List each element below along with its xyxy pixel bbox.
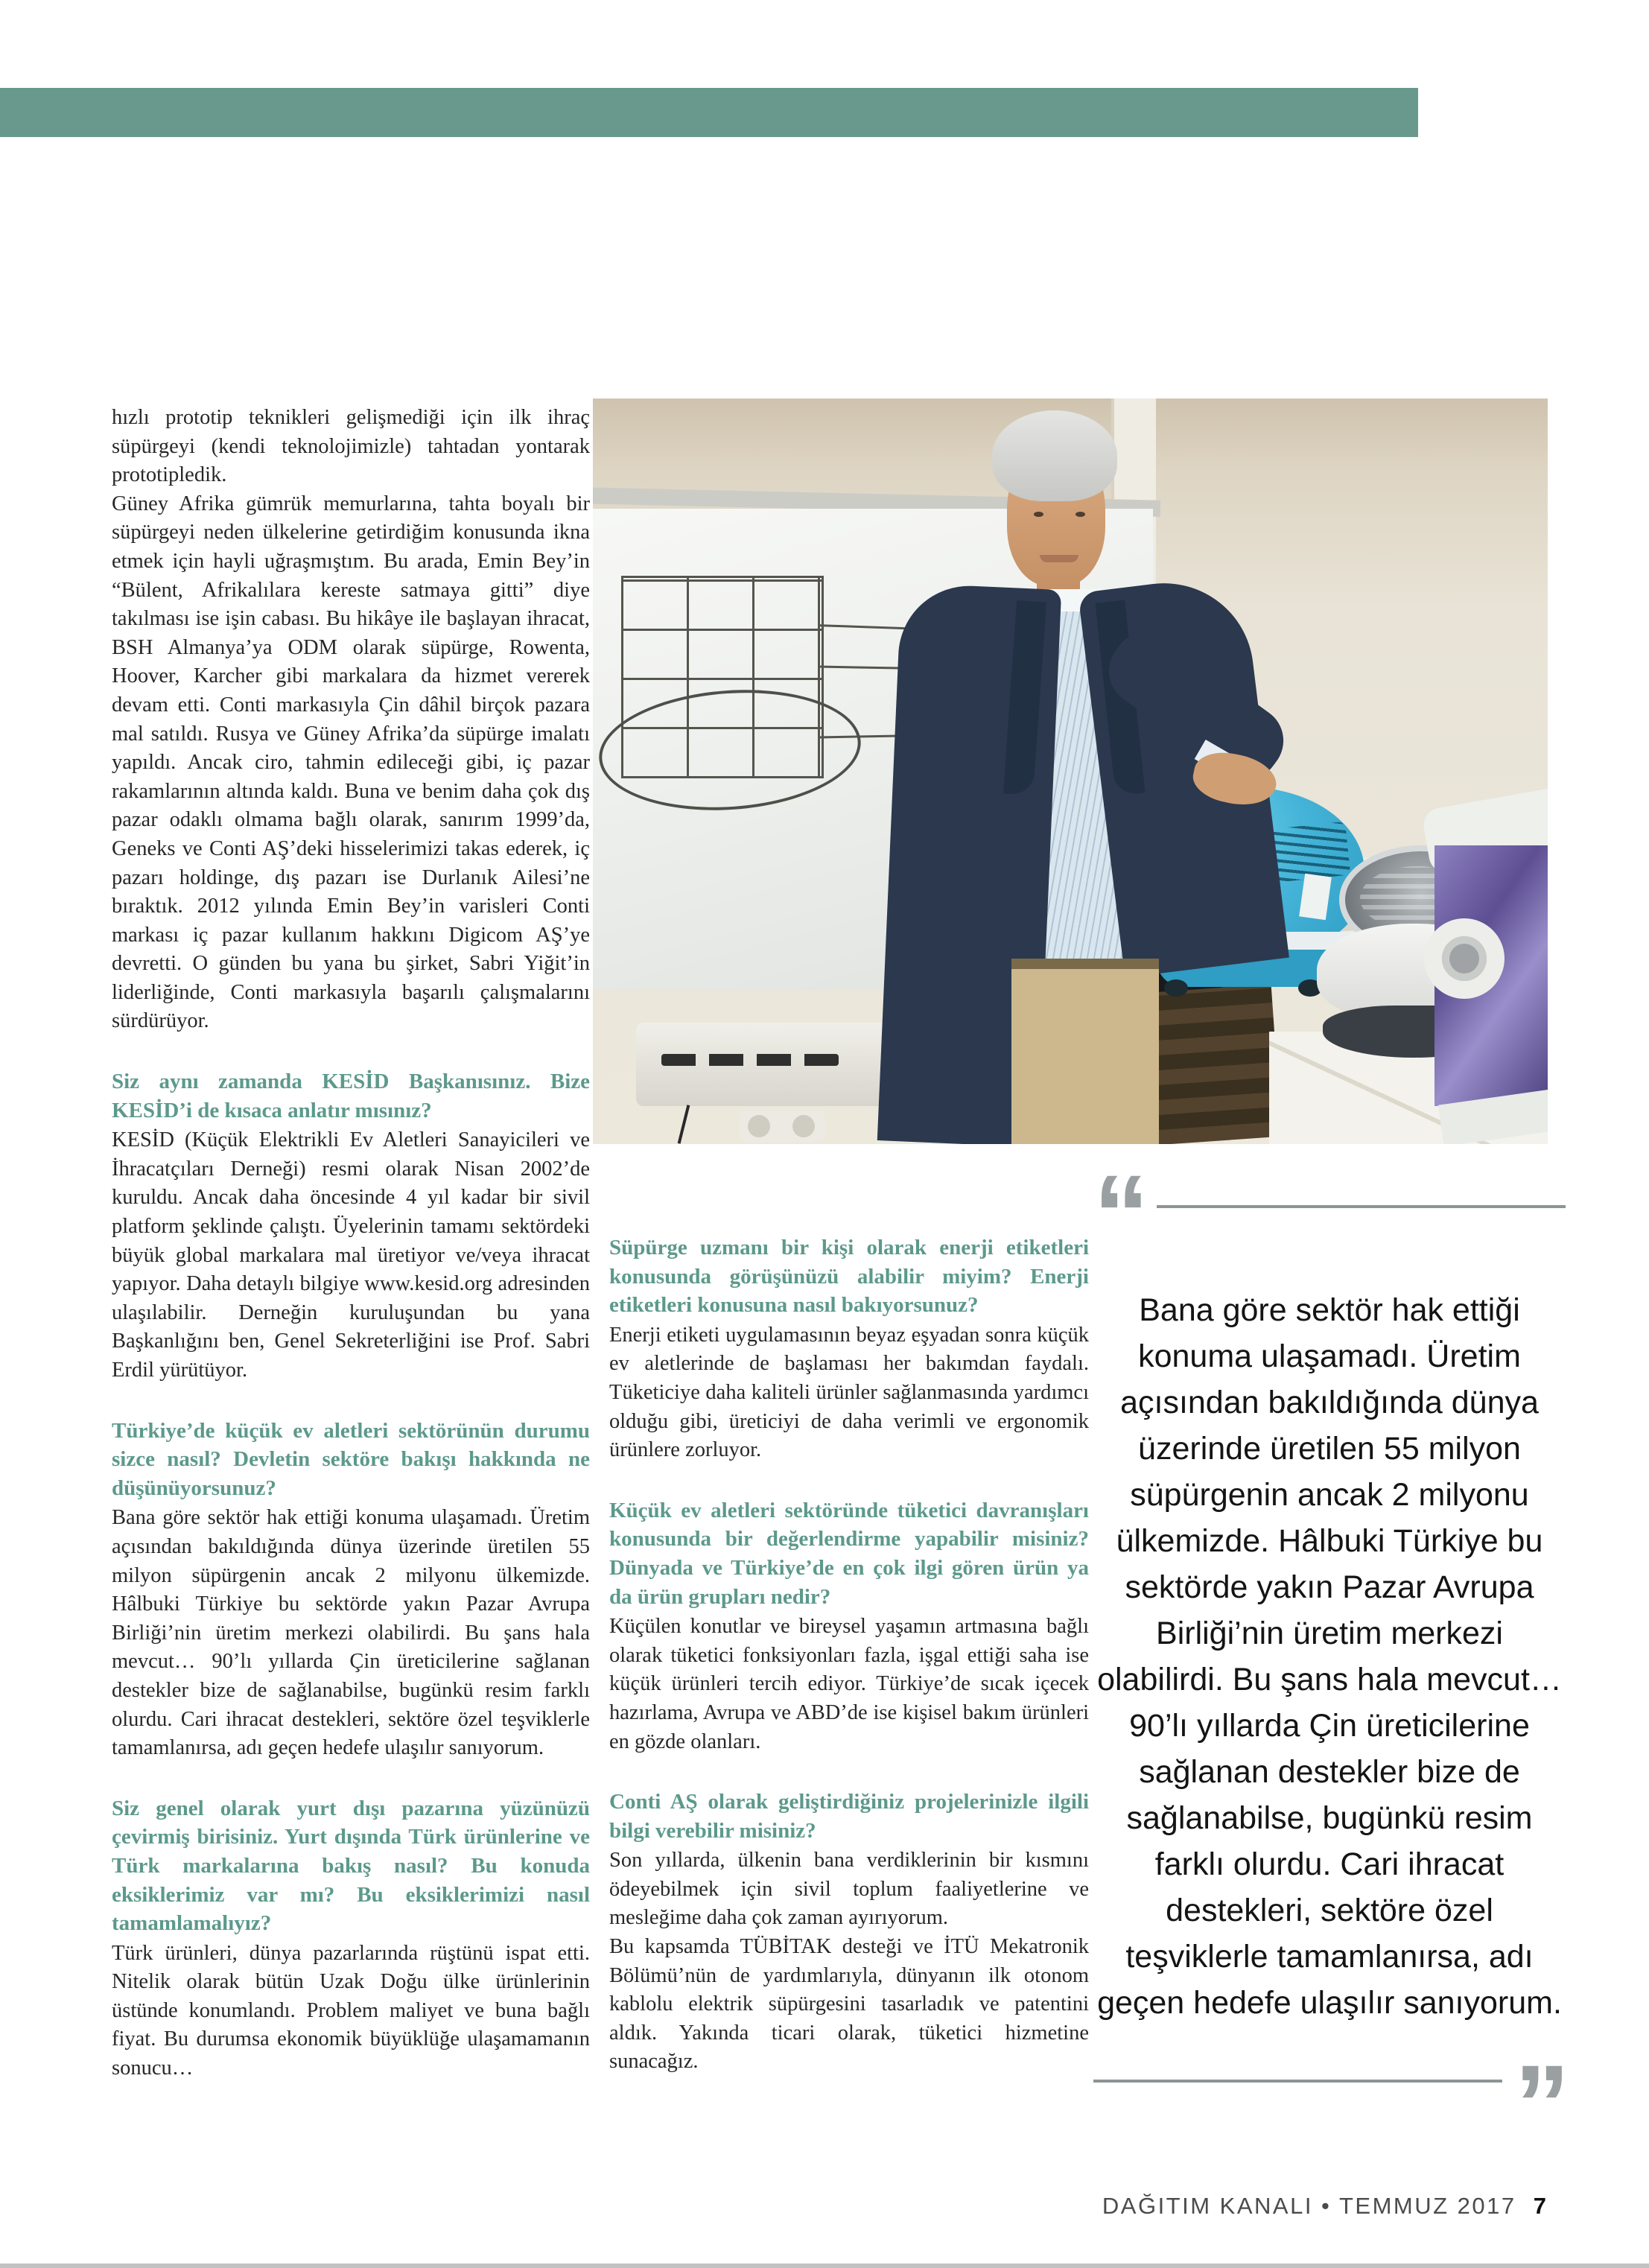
interview-photo <box>593 398 1548 1144</box>
question-heading: Türkiye’de küçük ev aletleri sektörünün durumu sizce nasıl? Devletin sektöre bakışı hakkında ne düşünüyorsunuz? <box>112 1418 590 1500</box>
pull-quote <box>1093 1152 1566 2167</box>
purple-vacuum-port <box>1442 936 1487 981</box>
pull-quote-text: Bana göre sektör hak ettiği konuma ulaşamadı. Üretim açısından bakıldığında dünya üzerinde üretilen 55 milyon süpürgenin ancak 2 milyonu ülkemizde. Hâlbuki Türkiye bu sektörde yakın Pazar Avrupa Birliği’nin üretim merkezi olabilirdi. Bu şans hala mevcut… 90’lı yıllarda Çin üreticilerine sağlanan destekler bize de sağlanabilse, bugünkü resim farklı olurdu. Cari ihracat destekleri, sektöre özel teşviklerle tamamlanırsa, adı geçen hedefe ulaşılır sanıyorum. <box>1097 1292 1562 2021</box>
top-accent-bar <box>0 88 1418 137</box>
paragraph: Bana göre sektör hak ettiği konuma ulaşamadı. Üretim açısından bakıldığında dünya üzerinde üretilen 55 milyon süpürgenin ancak 2 milyonu ülkemizde. Hâlbuki Türkiye bu sektörde yakın Pazar Avrupa Birliği’nin üretim merkezi olabilirdi. Bu şans hala mevcut… 90’lı yıllarda Çin üreticilerine sağlanan destekler bize de sağlanabilse, bugünkü resim farklı olurdu. Cari ihracat destekleri, sektöre özel teşviklerle tamamlanırsa, adı geçen hedefe ulaşılır sanıyorum. <box>112 1506 590 1760</box>
man-eye <box>1034 512 1043 517</box>
man-eye <box>1075 512 1085 517</box>
khaki-trousers <box>1011 969 1159 1144</box>
page-number: 7 <box>1533 2193 1546 2219</box>
paragraph: Türk ürünleri, dünya pazarlarında rüştünü ispat etti. Nitelik olarak bütün Uzak Doğu ülke ürünlerinin üstünde konumlandı. Problem maliyet ve buna bağlı fiyat. Bu durumsa ekonomik büyüklüğe ulaşamamanın sonucu… <box>112 1941 590 2080</box>
rule-line <box>1157 1205 1566 1208</box>
footer-text: DAĞITIM KANALI • TEMMUZ 2017 <box>1102 2193 1516 2219</box>
vacuum-wheel <box>1164 979 1188 997</box>
question-heading: Siz aynı zamanda KESİD Başkanısınız. Bize KESİD’i de kısaca anlatır mısınız? <box>112 1070 590 1122</box>
socket-outlet <box>792 1115 815 1137</box>
man-smile <box>1040 555 1078 562</box>
man-grey-hair <box>992 410 1117 501</box>
pull-quote-top-rule <box>1093 1152 1566 1277</box>
paragraph: Son yıllarda, ülkenin bana verdiklerinin bir kısmını ödeyebilmek için sivil toplum faaliyetlerine ve mesleğime daha çok zaman ayırıyorum. <box>609 1849 1089 1930</box>
question-heading: Siz genel olarak yurt dışı pazarına yüzünüzü çevirmiş birisiniz. Yurt dışında Türk ürünlerine ve Türk markalarına bakış nasıl? Bu konuda eksiklerimiz var mı? Bu eksiklerimizi nasıl tamamlamalıyız? <box>112 1796 590 1936</box>
page-bottom-edge <box>0 2264 1649 2268</box>
rule-line <box>1093 2080 1502 2083</box>
paragraph: Enerji etiketi uygulamasının beyaz eşyadan sonra küçük ev aletlerinde de başlaması her bakımdan faydalı. Tüketiciye daha kaliteli ürünler sağlanmasında yardımcı olduğu gibi, üreticiyi de daha verimli ve ergonomik ürünlere zorluyor. <box>609 1323 1089 1462</box>
paragraph: Güney Afrika gümrük memurlarına, tahta boyalı bir süpürgeyi neden ülkelerine getirdiğim konusunda ikna etmek için hayli uğraşmıştım. Bu arada, Emin Bey’in “Bülent, Afrikalılara kereste satmaya gitti” diye takılması ise işin cabası. Bu hikâye ile başlayan ihracat, BSH Almanya’ya ODM olarak süpürge, Rowenta, Hoover, Karcher gibi markalara da hizmet vererek devam etti. Conti markasıyla Çin dâhil birçok pazara mal satıldı. Rusya ve Güney Afrika’da süpürge imalatı yapıldı. Ancak ciro, tahmin edileceği gibi, iç pazar rakamlarının altında kaldı. Buna ve benim daha çok dış pazar odaklı olmama bağlı olarak, sanırım 1999’da, Geneks ve Conti AŞ’deki hisselerimizi takas ederek, iç pazarı holdinge, dış pazarı ise Durlanık Ailesi’ne bıraktık. 2012 yılında Emin Bey’in varisleri Conti markası iç pazar kullanım hakkını Digicom AŞ’ye devretti. O günden bu yana bu şirket, Sabri Yiğit’in liderliğinde, Conti markasıyla başarılı çalışmalarını sürdürüyor. <box>112 492 590 1033</box>
question-heading: Süpürge uzmanı bir kişi olarak enerji etiketleri konusunda görüşünüzü alabilir miyim? Enerji etiketleri konusuna nasıl bakıyorsunuz? <box>609 1236 1089 1318</box>
panel-vent-slots <box>661 1054 839 1066</box>
paragraph: KESİD (Küçük Elektrikli Ev Aletleri Sanayicileri ve İhracatçıları Derneği) resmi olarak Nisan 2002’de kuruldu. Ancak daha öncesinde 4 yıl kadar bir sivil platform şeklinde çalıştı. Üyelerinin tamamı sektördeki büyük global markalara mal üretiyor ve/veya ihracat yapıyor. Daha detaylı bilgiye www.kesid.org adresinden ulaşılabilir. Derneğin kuruluşundan bu yana Başkanlığını ben, Genel Sekreterliğini ise Prof. Sabri Erdil yürütüyor. <box>112 1128 590 1382</box>
open-quote-icon: “ <box>1093 1152 1145 1277</box>
cable <box>678 1105 690 1143</box>
paragraph: Bu kapsamda TÜBİTAK desteği ve İTÜ Mekatronik Bölümü’nün de yardımlarıyla, dünyanın ilk otonom kablolu elektrik süpürgesini tasarladık ve patentini aldık. Yakında ticari olarak, tüketici hizmetine sunacağız. <box>609 1935 1089 2074</box>
paragraph: hızlı prototip teknikleri gelişmediği için ilk ihraç süpürgeyi (kendi teknolojimizle) tahtadan yontarak prototipledik. <box>112 406 590 487</box>
paragraph: Küçülen konutlar ve bireysel yaşamın artmasına bağlı olarak tüketici fonksiyonları fazla, işgal ettiği saha ise küçük ürünleri tercih ediyor. Türkiye’de sıcak içecek hazırlama, Avrupa ve ABD’de ise kişisel bakım ürünleri en gözde olanları. <box>609 1615 1089 1753</box>
pull-quote-bottom-rule <box>1093 2042 1566 2167</box>
middle-column <box>609 1233 1089 2077</box>
question-heading: Küçük ev aletleri sektöründe tüketici davranışları konusunda bir değerlendirme yapabilir misiniz? Dünyada ve Türkiye’de en çok ilgi gören ürün ya da ürün grupları nedir? <box>609 1498 1089 1609</box>
page-footer <box>968 2193 1546 2220</box>
close-quote-icon: ” <box>1514 2042 1566 2167</box>
socket-outlet <box>748 1115 770 1137</box>
left-column <box>112 404 590 2083</box>
question-heading: Conti AŞ olarak geliştirdiğiniz projelerinizle ilgili bilgi verebilir misiniz? <box>609 1790 1089 1843</box>
